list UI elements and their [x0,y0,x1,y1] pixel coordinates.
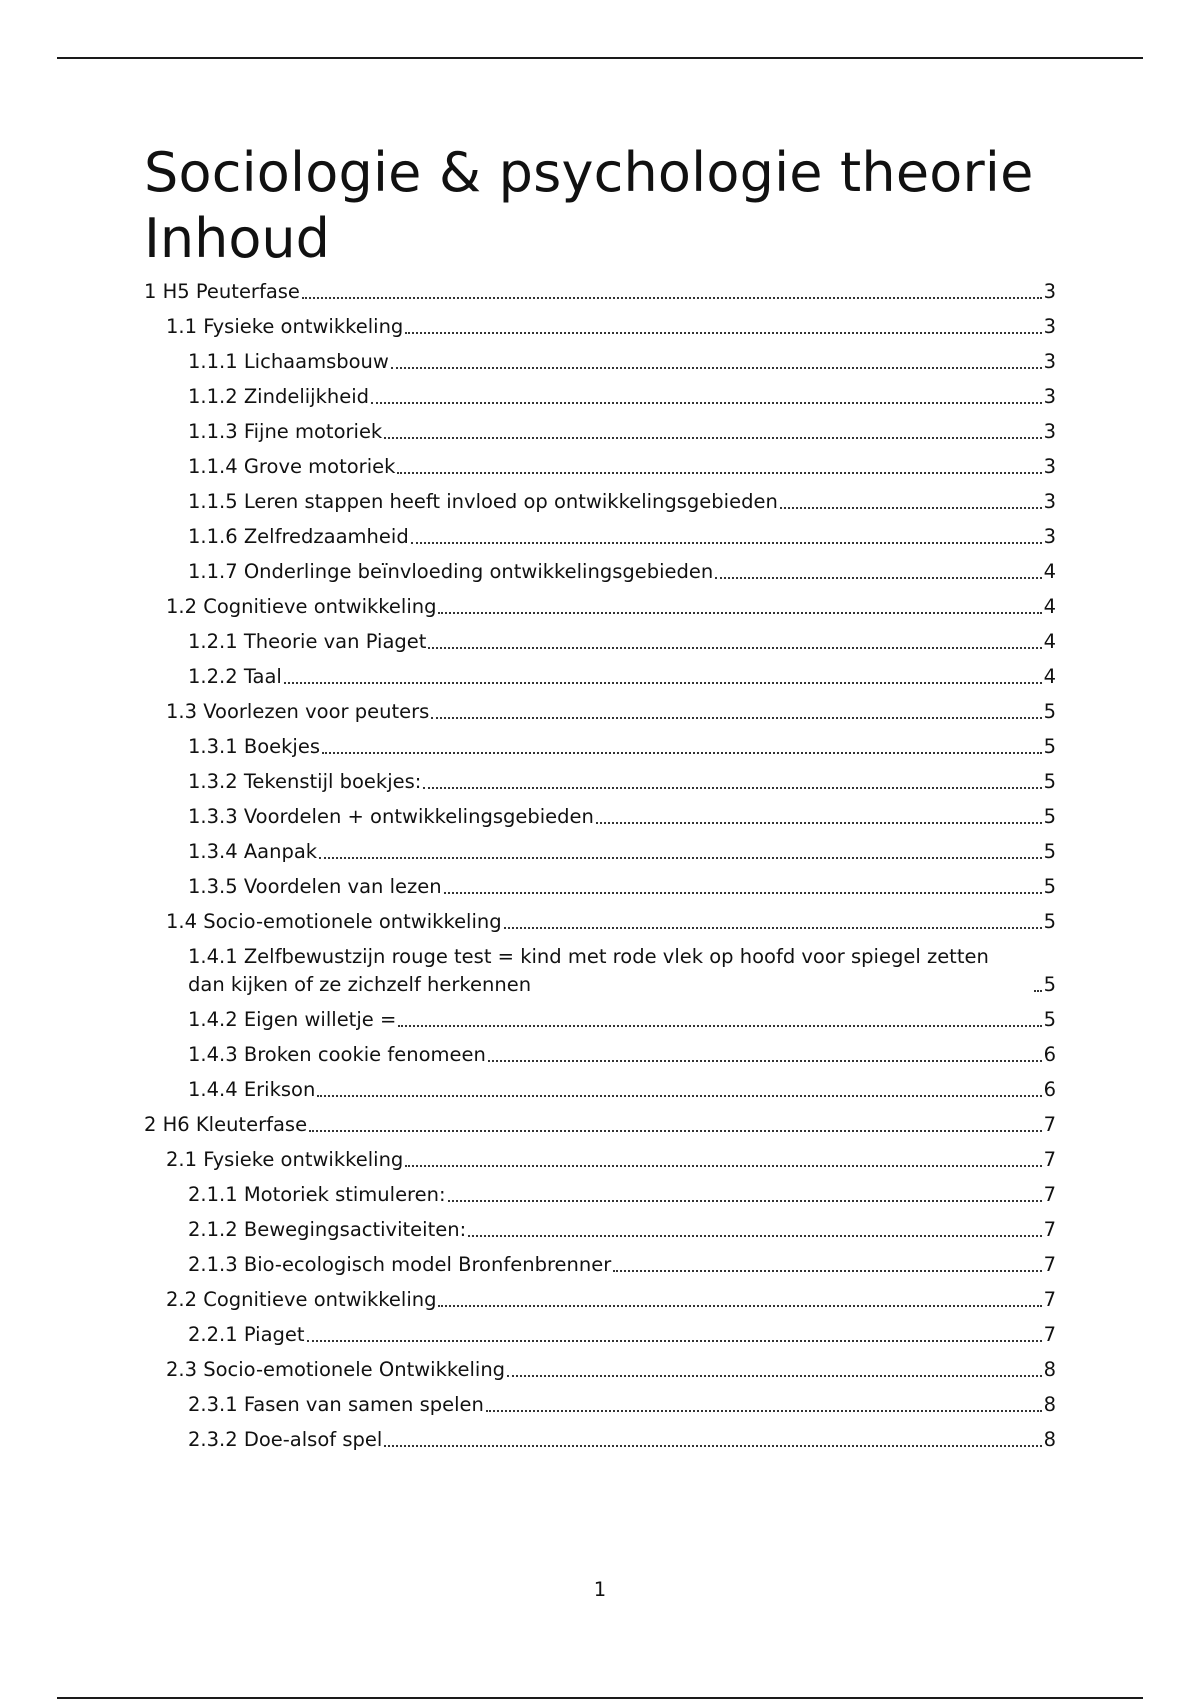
toc-entry-page: 7 [1043,1217,1056,1241]
toc-entry-page: 6 [1043,1077,1056,1101]
toc-dot-leader [507,1375,1042,1377]
toc-entry-text: 2.3 Socio-emotionele Ontwikkeling [166,1357,506,1381]
table-of-contents [144,274,1056,1457]
toc-entry[interactable] [144,519,1056,554]
toc-entry-page: 5 [1043,839,1056,863]
toc-entry-text: 2.1.1 Motoriek stimuleren: [188,1182,446,1206]
toc-entry-text: 1.4.4 Erikson [188,1077,316,1101]
toc-entry-text: 1.1.6 Zelfredzaamheid [188,524,409,548]
toc-entry-page: 5 [1043,972,1056,996]
toc-entry-text: 1.3.3 Voordelen + ontwikkelingsgebieden [188,804,594,828]
toc-entry-text: 1.2.2 Taal [188,664,282,688]
toc-entry-page: 7 [1043,1147,1056,1171]
toc-entry-page: 3 [1043,489,1056,513]
toc-entry[interactable] [144,309,1056,344]
toc-dot-leader [438,1305,1041,1307]
toc-entry-text: 1.3.2 Tekenstijl boekjes: [188,769,422,793]
toc-dot-leader [444,892,1042,894]
toc-entry-text: 1.1.7 Onderlinge beïnvloeding ontwikkelingsgebieden [188,559,714,583]
toc-dot-leader [613,1270,1041,1272]
toc-entry[interactable] [144,589,1056,624]
page-number: 1 [593,1578,607,1601]
toc-dot-leader [405,1165,1041,1167]
toc-entry-page: 3 [1043,349,1056,373]
toc-entry[interactable] [144,869,1056,904]
toc-dot-leader [391,367,1042,369]
toc-entry-text: 2.2.1 Piaget [188,1322,305,1346]
toc-entry[interactable] [144,1142,1056,1177]
toc-entry-text: 1.3.1 Boekjes [188,734,320,758]
toc-entry-text: 2.2 Cognitieve ontwikkeling [166,1287,437,1311]
toc-entry[interactable] [144,1072,1056,1107]
toc-entry[interactable] [144,694,1056,729]
toc-entry[interactable] [144,1177,1056,1212]
toc-entry[interactable] [144,939,1056,1002]
toc-entry-page: 7 [1043,1287,1056,1311]
toc-entry-page: 5 [1043,699,1056,723]
toc-entry-page: 7 [1043,1182,1056,1206]
toc-entry[interactable] [144,834,1056,869]
toc-entry-page: 4 [1043,559,1056,583]
toc-entry[interactable] [144,1002,1056,1037]
toc-entry-text: 1.1.5 Leren stappen heeft invloed op ontwikkelingsgebieden [188,489,778,513]
toc-entry[interactable] [144,1387,1056,1422]
toc-entry-text: 2.3.1 Fasen van samen spelen [188,1392,484,1416]
toc-entry-text: 1.1 Fysieke ontwikkeling [166,314,404,338]
toc-dot-leader [317,1095,1041,1097]
toc-entry[interactable] [144,449,1056,484]
footer-rule [57,1697,1143,1699]
toc-entry[interactable] [144,799,1056,834]
toc-entry-page: 7 [1043,1322,1056,1346]
toc-entry-text: 1.3 Voorlezen voor peuters [166,699,430,723]
toc-entry-text: 1.4.3 Broken cookie fenomeen [188,1042,486,1066]
toc-entry[interactable] [144,344,1056,379]
toc-entry-page: 5 [1043,804,1056,828]
toc-entry-text: 1.4 Socio-emotionele ontwikkeling [166,909,502,933]
toc-entry-text: 1.1.3 Fijne motoriek [188,419,383,443]
toc-dot-leader [302,297,1042,299]
toc-entry[interactable] [144,624,1056,659]
toc-entry-text: 1.3.5 Voordelen van lezen [188,874,442,898]
toc-entry-text: 2.1 Fysieke ontwikkeling [166,1147,404,1171]
toc-dot-leader [319,857,1041,859]
toc-entry-page: 8 [1043,1357,1056,1381]
toc-entry-text: 1.4.2 Eigen willetje = [188,1007,397,1031]
toc-dot-leader [411,542,1042,544]
toc-entry-page: 5 [1043,874,1056,898]
toc-entry[interactable] [144,1317,1056,1352]
toc-entry[interactable] [144,729,1056,764]
toc-dot-leader [384,437,1041,439]
toc-heading: Inhoud [144,207,330,270]
toc-entry[interactable] [144,484,1056,519]
toc-entry-text: 1.2.1 Theorie van Piaget [188,629,427,653]
toc-dot-leader [284,682,1042,684]
toc-dot-leader [448,1200,1042,1202]
toc-dot-leader [371,402,1042,404]
toc-entry-page: 4 [1043,594,1056,618]
toc-dot-leader [428,647,1041,649]
toc-dot-leader [596,822,1042,824]
toc-dot-leader [384,1445,1041,1447]
toc-entry[interactable] [144,1212,1056,1247]
toc-entry[interactable] [144,1282,1056,1317]
toc-dot-leader [438,612,1041,614]
toc-entry[interactable] [144,1247,1056,1282]
toc-entry-page: 7 [1043,1112,1056,1136]
toc-entry[interactable] [144,904,1056,939]
toc-entry[interactable] [144,554,1056,589]
toc-dot-leader [423,787,1041,789]
toc-entry-text: 1.1.4 Grove motoriek [188,454,396,478]
document-title: Sociologie & psychologie theorie [144,141,1034,204]
toc-entry-page: 3 [1043,279,1056,303]
toc-entry-text: 1.2 Cognitieve ontwikkeling [166,594,437,618]
toc-entry-page: 3 [1043,384,1056,408]
toc-entry[interactable] [144,1422,1056,1457]
toc-dot-leader [1034,990,1042,992]
header-rule [57,57,1143,59]
toc-dot-leader [397,472,1041,474]
toc-entry-text: 2.3.2 Doe-alsof spel [188,1427,383,1451]
toc-dot-leader [322,752,1042,754]
toc-dot-leader [488,1060,1042,1062]
toc-entry-page: 3 [1043,419,1056,443]
toc-entry-text: 1.1.2 Zindelijkheid [188,384,370,408]
toc-entry[interactable] [144,379,1056,414]
toc-entry-page: 8 [1043,1427,1056,1451]
toc-entry[interactable] [144,764,1056,799]
page-content [144,140,1056,1457]
toc-dot-leader [504,927,1042,929]
toc-entry-page: 5 [1043,1007,1056,1031]
toc-entry[interactable] [144,1037,1056,1072]
toc-entry[interactable] [144,1107,1056,1142]
toc-entry-text: 1.3.4 Aanpak [188,839,318,863]
toc-entry-text: 2.1.3 Bio-ecologisch model Bronfenbrenner [188,1252,612,1276]
toc-entry-text: 2.1.2 Bewegingsactiviteiten: [188,1217,467,1241]
toc-dot-leader [307,1340,1042,1342]
toc-dot-leader [398,1025,1041,1027]
toc-entry-text: 1 H5 Peuterfase [144,279,300,303]
toc-dot-leader [405,332,1041,334]
toc-entry-page: 4 [1043,664,1056,688]
toc-entry[interactable] [144,659,1056,694]
toc-entry[interactable] [144,414,1056,449]
toc-dot-leader [468,1235,1041,1237]
toc-dot-leader [309,1130,1042,1132]
toc-entry-text: 2 H6 Kleuterfase [144,1112,308,1136]
toc-entry-text: 1.4.1 Zelfbewustzijn rouge test = kind met rode vlek op hoofd voor spiegel zetten dan kijken of ze zichzelf herkennen [188,944,989,996]
toc-entry-page: 7 [1043,1252,1056,1276]
toc-entry[interactable] [144,274,1056,309]
toc-dot-leader [715,577,1041,579]
toc-dot-leader [486,1410,1042,1412]
toc-entry-page: 4 [1043,629,1056,653]
toc-entry-page: 3 [1043,314,1056,338]
toc-entry[interactable] [144,1352,1056,1387]
toc-entry-page: 5 [1043,769,1056,793]
toc-entry-page: 3 [1043,524,1056,548]
toc-entry-page: 5 [1043,734,1056,758]
toc-entry-page: 5 [1043,909,1056,933]
toc-dot-leader [780,507,1042,509]
toc-entry-page: 6 [1043,1042,1056,1066]
toc-dot-leader [431,717,1041,719]
toc-entry-text: 1.1.1 Lichaamsbouw [188,349,389,373]
toc-entry-page: 3 [1043,454,1056,478]
toc-entry-page: 8 [1043,1392,1056,1416]
